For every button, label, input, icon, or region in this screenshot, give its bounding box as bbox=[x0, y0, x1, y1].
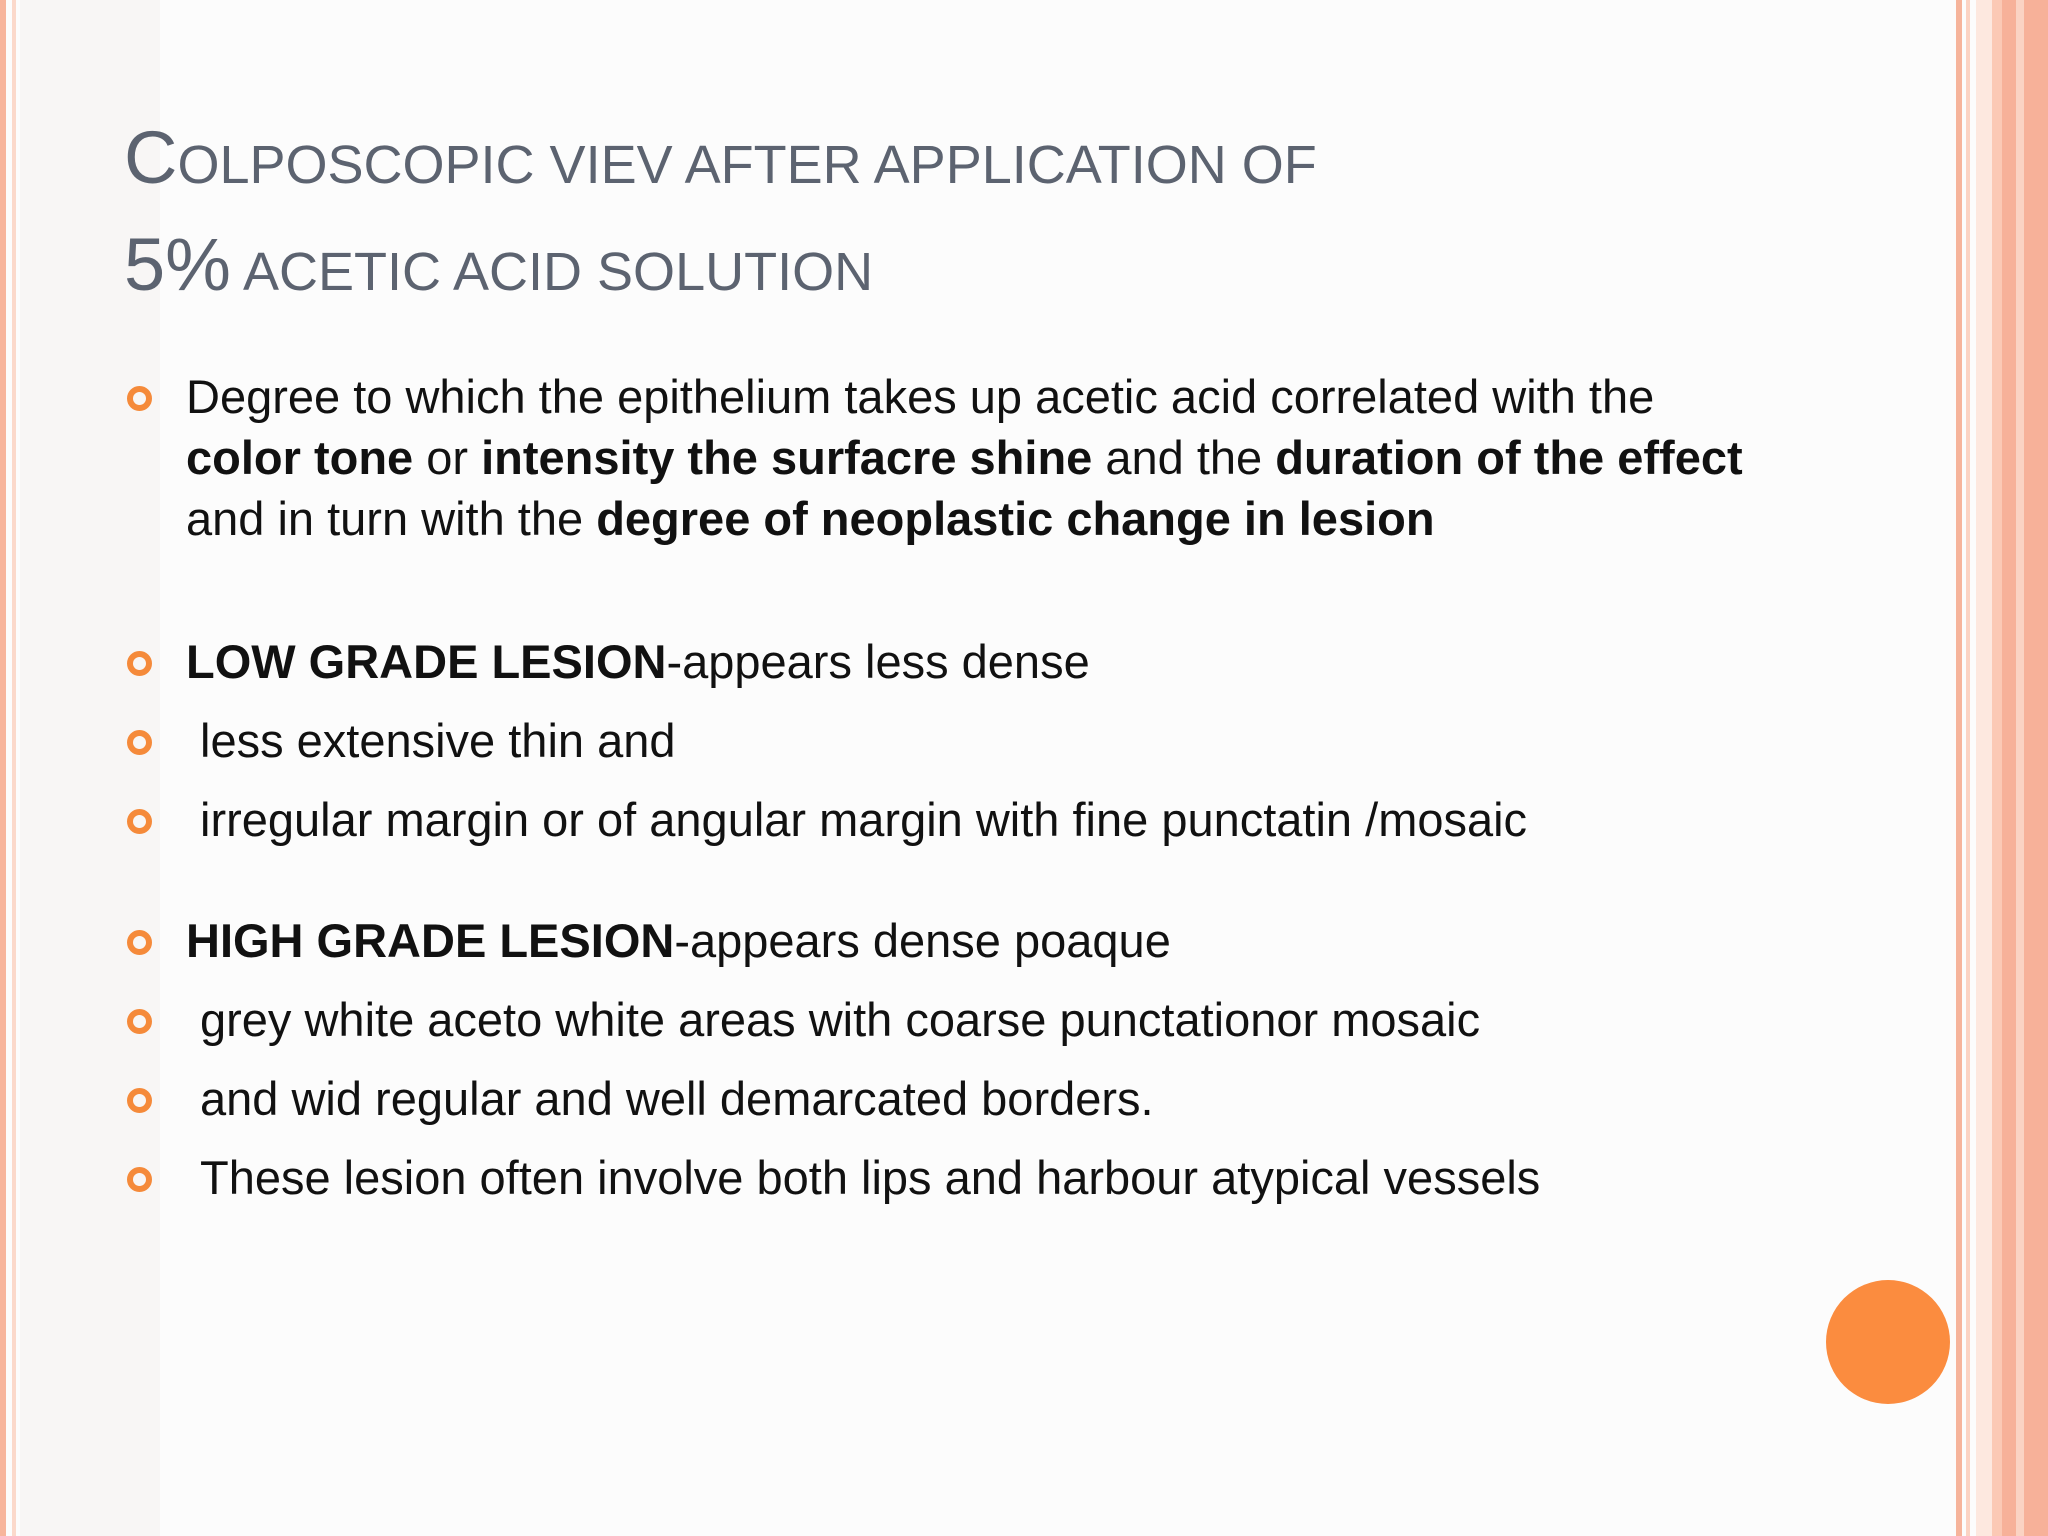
right-stripe-3 bbox=[1976, 0, 1992, 1536]
bullet-ring-icon bbox=[127, 1009, 152, 1034]
bullet-text bbox=[186, 635, 1090, 688]
bullet-1-bold-d: degree of neoplastic change in lesion bbox=[596, 492, 1435, 545]
bullet-1-bold-b: intensity the surfacre shine bbox=[481, 431, 1093, 484]
spacer bbox=[124, 850, 1764, 908]
bullet-ring-icon bbox=[127, 386, 152, 411]
bullet-1-bold-c: duration of the effect bbox=[1275, 431, 1743, 484]
title-line-1-initial: C bbox=[124, 116, 178, 199]
bullet-1-text-c: and the bbox=[1092, 431, 1276, 484]
bullet-item-8 bbox=[124, 1147, 1764, 1208]
bullet-ring-icon bbox=[127, 1088, 152, 1113]
slide-title bbox=[124, 108, 1824, 322]
left-edge-stripe-light bbox=[12, 0, 16, 1536]
bullet-text: These lesion often involve both lips and harbour atypical vessels bbox=[200, 1151, 1541, 1204]
bullet-1-text-d: and in turn with the bbox=[186, 492, 597, 545]
bullet-ring-icon bbox=[127, 1167, 152, 1192]
title-line-2-initial: 5% bbox=[124, 223, 231, 306]
bullet-text bbox=[186, 914, 1171, 967]
bullet-item-3 bbox=[124, 710, 1764, 771]
low-grade-desc: -appears less dense bbox=[666, 635, 1090, 688]
right-stripe-4 bbox=[1992, 0, 2002, 1536]
bullet-1-text-a: Degree to which the epithelium takes up acetic acid correlated with the bbox=[186, 370, 1655, 423]
right-stripe-2 bbox=[1966, 0, 1970, 1536]
title-line-2-rest: ACETIC ACID SOLUTION bbox=[242, 242, 874, 302]
high-grade-label: HIGH GRADE LESION bbox=[186, 914, 675, 967]
bullet-text: irregular margin or of angular margin with fine punctatin /mosaic bbox=[200, 793, 1528, 846]
low-grade-label: LOW GRADE LESION bbox=[186, 635, 667, 688]
bullet-item-5 bbox=[124, 910, 1764, 971]
high-grade-desc: -appears dense poaque bbox=[674, 914, 1171, 967]
bullet-text: grey white aceto white areas with coarse punctationor mosaic bbox=[200, 993, 1481, 1046]
bullet-item-6 bbox=[124, 989, 1764, 1050]
bullet-ring-icon bbox=[127, 651, 152, 676]
bullet-text: less extensive thin and bbox=[200, 714, 676, 767]
bullet-item-4 bbox=[124, 789, 1764, 850]
left-edge-stripe bbox=[0, 0, 6, 1536]
bullet-list bbox=[124, 366, 1764, 1208]
bullet-ring-icon bbox=[127, 930, 152, 955]
decorative-orange-circle bbox=[1826, 1280, 1950, 1404]
title-line-2 bbox=[124, 215, 1824, 322]
spacer bbox=[124, 549, 1764, 629]
bullet-item-1 bbox=[124, 366, 1764, 549]
bullet-text bbox=[186, 370, 1743, 545]
bullet-item-2 bbox=[124, 631, 1764, 692]
title-line-1-rest: OLPOSCOPIC VIEV AFTER APPLICATION OF bbox=[177, 135, 1317, 195]
bullet-text: and wid regular and well demarcated borders. bbox=[200, 1072, 1154, 1125]
right-stripe-1 bbox=[1956, 0, 1962, 1536]
right-stripe-6 bbox=[2016, 0, 2024, 1536]
right-stripe-5 bbox=[2002, 0, 2048, 1536]
bullet-ring-icon bbox=[127, 730, 152, 755]
bullet-item-7 bbox=[124, 1068, 1764, 1129]
bullet-1-bold-a: color tone bbox=[186, 431, 414, 484]
title-line-1 bbox=[124, 108, 1824, 215]
bullet-1-text-b: or bbox=[413, 431, 482, 484]
bullet-ring-icon bbox=[127, 809, 152, 834]
